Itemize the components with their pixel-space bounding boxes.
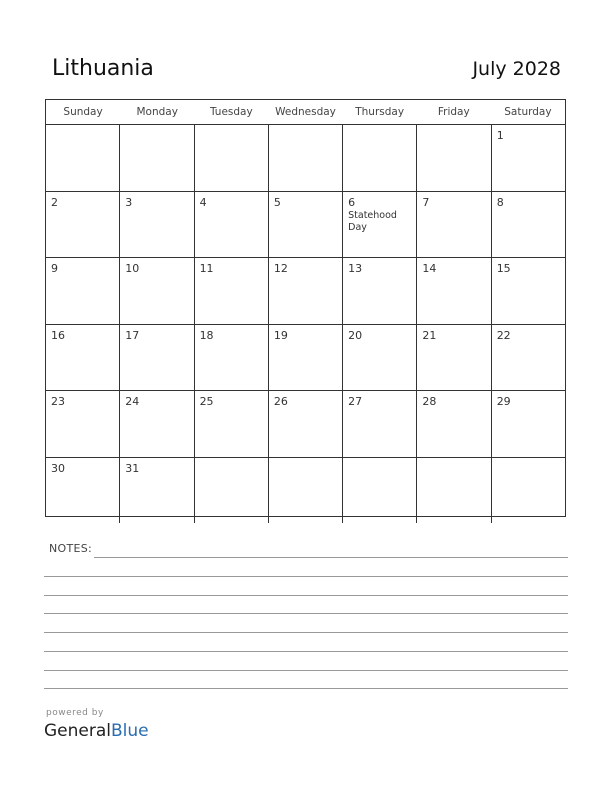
day-number: 14: [422, 262, 437, 275]
day-number: 15: [496, 262, 511, 275]
day-cell[interactable]: [343, 125, 417, 191]
day-cell[interactable]: [492, 258, 565, 324]
weekday-monday: Monday: [136, 106, 178, 118]
day-number: 20: [348, 328, 363, 342]
day-number: 26: [273, 395, 288, 408]
week-row: [46, 325, 565, 392]
day-number: 11: [199, 262, 214, 275]
note-line: [44, 595, 568, 596]
day-number: 12: [273, 262, 288, 275]
day-cell[interactable]: [120, 192, 194, 258]
day-number: 28: [422, 395, 437, 408]
day-number: 30: [51, 461, 65, 475]
week-row: [46, 258, 565, 325]
day-cell[interactable]: [417, 325, 491, 391]
day-number: 2: [51, 195, 58, 209]
day-cell[interactable]: [46, 192, 120, 258]
day-cell[interactable]: [343, 458, 417, 524]
day-number: 3: [125, 195, 133, 209]
calendar-grid: [45, 99, 566, 517]
day-cell[interactable]: [417, 391, 491, 457]
day-cell[interactable]: [120, 125, 194, 191]
day-number: 18: [199, 328, 214, 342]
day-cell[interactable]: [343, 258, 417, 324]
day-number: 29: [496, 395, 511, 408]
day-cell[interactable]: [269, 458, 343, 524]
day-number: 17: [125, 328, 140, 342]
day-number: 21: [422, 328, 437, 342]
week-row: [46, 192, 565, 259]
day-cell[interactable]: [120, 325, 194, 391]
powered-by-text: powered by: [46, 708, 104, 718]
weekday-tuesday: Tuesday: [209, 106, 253, 118]
day-number: 16: [51, 328, 65, 342]
day-cell[interactable]: [343, 391, 417, 457]
day-cell[interactable]: [46, 325, 120, 391]
brand-logo[interactable]: [44, 721, 149, 741]
day-number: 31: [125, 461, 140, 475]
day-cell[interactable]: [120, 258, 194, 324]
note-line: [44, 613, 568, 614]
day-number: 5: [273, 195, 281, 209]
day-cell[interactable]: [417, 125, 491, 191]
day-number: 25: [199, 395, 214, 408]
weekday-wednesday: Wednesday: [275, 106, 336, 118]
month-year-title: July 2028: [472, 58, 561, 80]
day-number: 27: [348, 395, 363, 408]
note-line: [44, 632, 568, 633]
day-cell[interactable]: [269, 192, 343, 258]
week-row: [46, 125, 565, 192]
day-cell[interactable]: [269, 391, 343, 457]
note-line: [44, 576, 568, 577]
day-cell[interactable]: [120, 391, 194, 457]
notes-label: NOTES:: [49, 542, 93, 555]
day-cell[interactable]: [492, 325, 565, 391]
day-number: 19: [273, 328, 288, 342]
weekday-friday: Friday: [437, 106, 470, 118]
day-number: 23: [51, 395, 65, 408]
day-cell[interactable]: [492, 391, 565, 457]
day-number: 6: [348, 195, 356, 209]
weeks-container: [46, 125, 565, 523]
day-number: 10: [125, 262, 140, 275]
day-cell[interactable]: [195, 258, 269, 324]
weekday-saturday: Saturday: [504, 106, 552, 118]
day-number: 4: [199, 195, 207, 209]
weekday-sunday: Sunday: [63, 106, 103, 118]
day-number: 7: [422, 195, 430, 209]
day-cell[interactable]: [120, 458, 194, 524]
note-line: [44, 651, 568, 652]
day-number: 1: [496, 129, 504, 142]
week-row: [46, 391, 565, 458]
day-cell[interactable]: [46, 391, 120, 457]
week-row: [46, 458, 565, 524]
day-cell[interactable]: [269, 258, 343, 324]
day-cell[interactable]: [46, 258, 120, 324]
day-cell[interactable]: [195, 391, 269, 457]
day-number: 22: [496, 328, 511, 342]
day-cell[interactable]: [269, 125, 343, 191]
day-cell[interactable]: [269, 325, 343, 391]
country-title: Lithuania: [52, 56, 154, 81]
weekday-thursday: Thursday: [355, 106, 405, 118]
weekday-header-row: [46, 100, 565, 125]
day-number: 9: [51, 262, 58, 275]
day-number: 13: [348, 262, 363, 275]
day-number: 24: [125, 395, 140, 408]
day-cell[interactable]: [195, 458, 269, 524]
day-cell[interactable]: [195, 125, 269, 191]
brand-general: General: [44, 721, 111, 741]
day-number: 8: [496, 195, 504, 209]
day-cell[interactable]: [195, 325, 269, 391]
day-cell[interactable]: [195, 192, 269, 258]
note-line: [44, 670, 568, 671]
day-cell[interactable]: [417, 258, 491, 324]
day-cell[interactable]: [417, 192, 491, 258]
day-cell[interactable]: [492, 192, 565, 258]
note-line: [94, 557, 568, 558]
day-cell[interactable]: [492, 125, 565, 191]
day-cell[interactable]: [46, 458, 120, 524]
day-cell[interactable]: [343, 325, 417, 391]
day-cell[interactable]: [417, 458, 491, 524]
note-line: [44, 688, 568, 689]
day-cell[interactable]: [492, 458, 565, 524]
day-cell[interactable]: [343, 192, 417, 258]
holiday-label: Statehood Day: [348, 209, 397, 233]
day-cell[interactable]: [46, 125, 120, 191]
brand-blue: Blue: [111, 721, 149, 741]
